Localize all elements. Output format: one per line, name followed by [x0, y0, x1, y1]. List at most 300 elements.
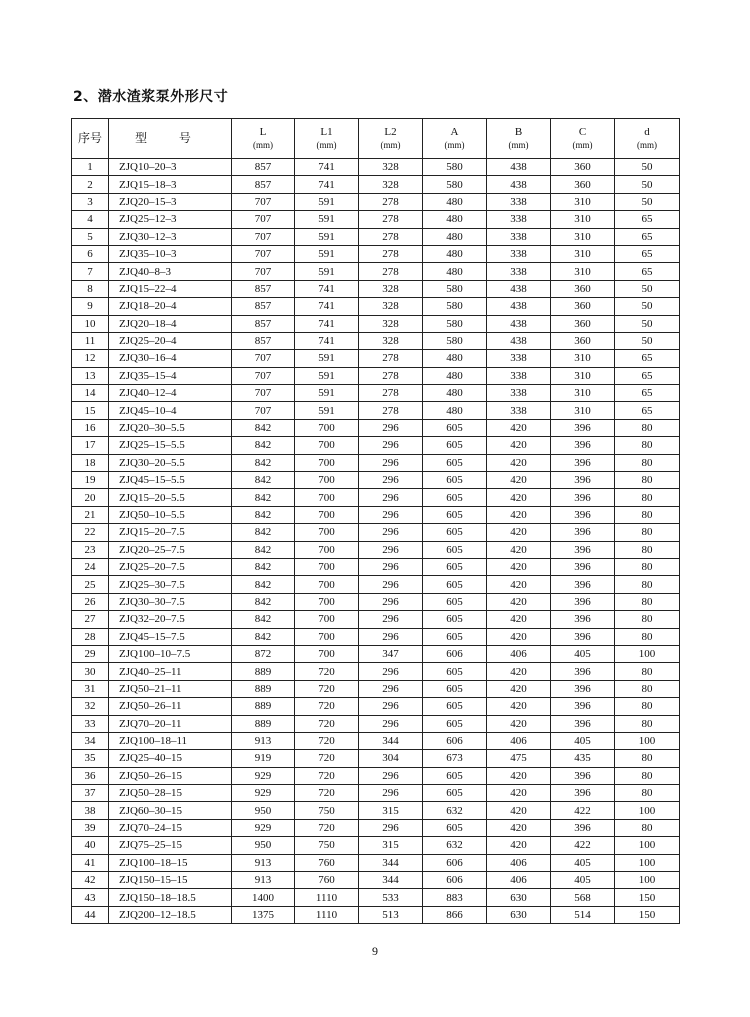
l2-cell: 296: [359, 767, 423, 784]
b-cell: 420: [487, 472, 551, 489]
b-cell: 438: [487, 159, 551, 176]
dimensions-table: [71, 118, 680, 924]
l1-cell: 741: [295, 332, 359, 349]
c-cell: 396: [551, 506, 615, 523]
d-cell: 65: [615, 228, 680, 245]
l1-cell: 720: [295, 715, 359, 732]
row-index: 5: [72, 228, 109, 245]
table-row: [72, 454, 680, 471]
l2-cell: 513: [359, 906, 423, 923]
l2-cell: 278: [359, 385, 423, 402]
l2-cell: 278: [359, 228, 423, 245]
header-unit: (mm): [253, 139, 273, 150]
c-cell: 422: [551, 837, 615, 854]
c-cell: 396: [551, 715, 615, 732]
b-cell: 420: [487, 593, 551, 610]
b-cell: 338: [487, 245, 551, 262]
c-cell: 396: [551, 541, 615, 558]
l2-cell: 315: [359, 837, 423, 854]
b-cell: 475: [487, 750, 551, 767]
row-index: 31: [72, 680, 109, 697]
d-cell: 80: [615, 628, 680, 645]
model-cell: ZJQ50–26–11: [109, 698, 232, 715]
row-index: 1: [72, 159, 109, 176]
row-index: 14: [72, 385, 109, 402]
header-index: 序号: [72, 119, 109, 159]
l-cell: 1400: [232, 889, 295, 906]
header-unit: (mm): [380, 139, 401, 150]
b-cell: 420: [487, 611, 551, 628]
c-cell: 310: [551, 402, 615, 419]
b-cell: 338: [487, 263, 551, 280]
l2-cell: 315: [359, 802, 423, 819]
d-cell: 65: [615, 402, 680, 419]
l-cell: 913: [232, 872, 295, 889]
c-cell: 396: [551, 628, 615, 645]
d-cell: 80: [615, 680, 680, 697]
c-cell: 360: [551, 176, 615, 193]
table-row: [72, 715, 680, 732]
table-row: [72, 732, 680, 749]
row-index: 32: [72, 698, 109, 715]
table-row: [72, 506, 680, 523]
c-cell: 360: [551, 298, 615, 315]
d-cell: 80: [615, 767, 680, 784]
table-row: [72, 385, 680, 402]
l1-cell: 1110: [295, 906, 359, 923]
l-cell: 842: [232, 489, 295, 506]
l1-cell: 750: [295, 837, 359, 854]
l-cell: 913: [232, 854, 295, 871]
b-cell: 420: [487, 524, 551, 541]
l2-cell: 296: [359, 715, 423, 732]
b-cell: 338: [487, 402, 551, 419]
d-cell: 80: [615, 558, 680, 575]
header-l1: [295, 119, 359, 159]
c-cell: 396: [551, 698, 615, 715]
c-cell: 396: [551, 419, 615, 436]
l2-cell: 296: [359, 419, 423, 436]
table-row: [72, 854, 680, 871]
table-row: [72, 245, 680, 262]
model-cell: ZJQ25–30–7.5: [109, 576, 232, 593]
l-cell: 842: [232, 558, 295, 575]
a-cell: 606: [423, 872, 487, 889]
a-cell: 605: [423, 663, 487, 680]
model-cell: ZJQ30–30–7.5: [109, 593, 232, 610]
l1-cell: 720: [295, 750, 359, 767]
d-cell: 100: [615, 837, 680, 854]
l-cell: 842: [232, 506, 295, 523]
a-cell: 480: [423, 385, 487, 402]
model-cell: ZJQ25–40–15: [109, 750, 232, 767]
a-cell: 866: [423, 906, 487, 923]
b-cell: 420: [487, 802, 551, 819]
table-row: [72, 872, 680, 889]
row-index: 21: [72, 506, 109, 523]
d-cell: 80: [615, 715, 680, 732]
model-cell: ZJQ200–12–18.5: [109, 906, 232, 923]
d-cell: 100: [615, 645, 680, 662]
row-index: 35: [72, 750, 109, 767]
a-cell: 606: [423, 645, 487, 662]
l1-cell: 700: [295, 541, 359, 558]
table-row: [72, 819, 680, 836]
model-cell: ZJQ10–20–3: [109, 159, 232, 176]
l2-cell: 278: [359, 402, 423, 419]
c-cell: 396: [551, 558, 615, 575]
d-cell: 80: [615, 785, 680, 802]
l-cell: 889: [232, 715, 295, 732]
c-cell: 396: [551, 663, 615, 680]
l-cell: 919: [232, 750, 295, 767]
model-cell: ZJQ45–10–4: [109, 402, 232, 419]
d-cell: 50: [615, 332, 680, 349]
a-cell: 605: [423, 785, 487, 802]
c-cell: 360: [551, 315, 615, 332]
header-unit: (mm): [572, 139, 593, 150]
l1-cell: 591: [295, 193, 359, 210]
d-cell: 80: [615, 454, 680, 471]
l1-cell: 741: [295, 315, 359, 332]
b-cell: 338: [487, 211, 551, 228]
header-label: C: [578, 125, 587, 138]
page-number: 9: [372, 944, 378, 958]
header-label: L: [259, 125, 267, 138]
l1-cell: 591: [295, 402, 359, 419]
l1-cell: 741: [295, 176, 359, 193]
l-cell: 842: [232, 472, 295, 489]
l-cell: 857: [232, 280, 295, 297]
d-cell: 80: [615, 750, 680, 767]
l1-cell: 591: [295, 245, 359, 262]
d-cell: 100: [615, 854, 680, 871]
table-header-row: [72, 119, 680, 159]
l2-cell: 278: [359, 245, 423, 262]
l2-cell: 278: [359, 263, 423, 280]
l-cell: 707: [232, 263, 295, 280]
d-cell: 100: [615, 732, 680, 749]
b-cell: 420: [487, 767, 551, 784]
l2-cell: 296: [359, 593, 423, 610]
l-cell: 842: [232, 419, 295, 436]
l1-cell: 720: [295, 785, 359, 802]
b-cell: 406: [487, 872, 551, 889]
c-cell: 396: [551, 454, 615, 471]
a-cell: 605: [423, 767, 487, 784]
l2-cell: 296: [359, 454, 423, 471]
a-cell: 605: [423, 628, 487, 645]
l-cell: 842: [232, 524, 295, 541]
model-cell: ZJQ40–12–4: [109, 385, 232, 402]
a-cell: 605: [423, 437, 487, 454]
l1-cell: 700: [295, 593, 359, 610]
l2-cell: 347: [359, 645, 423, 662]
row-index: 13: [72, 367, 109, 384]
a-cell: 673: [423, 750, 487, 767]
d-cell: 65: [615, 245, 680, 262]
model-cell: ZJQ30–20–5.5: [109, 454, 232, 471]
row-index: 3: [72, 193, 109, 210]
b-cell: 338: [487, 228, 551, 245]
b-cell: 420: [487, 785, 551, 802]
model-cell: ZJQ45–15–5.5: [109, 472, 232, 489]
model-cell: ZJQ50–10–5.5: [109, 506, 232, 523]
header-unit: (mm): [508, 139, 529, 150]
d-cell: 65: [615, 263, 680, 280]
a-cell: 605: [423, 454, 487, 471]
l1-cell: 700: [295, 628, 359, 645]
a-cell: 480: [423, 193, 487, 210]
a-cell: 580: [423, 298, 487, 315]
l1-cell: 720: [295, 680, 359, 697]
d-cell: 50: [615, 159, 680, 176]
d-cell: 50: [615, 298, 680, 315]
a-cell: 580: [423, 159, 487, 176]
table-row: [72, 193, 680, 210]
d-cell: 80: [615, 819, 680, 836]
b-cell: 406: [487, 854, 551, 871]
c-cell: 360: [551, 159, 615, 176]
row-index: 38: [72, 802, 109, 819]
l-cell: 950: [232, 802, 295, 819]
table-row: [72, 489, 680, 506]
table-row: [72, 680, 680, 697]
a-cell: 605: [423, 819, 487, 836]
d-cell: 65: [615, 367, 680, 384]
c-cell: 310: [551, 385, 615, 402]
l1-cell: 720: [295, 698, 359, 715]
l2-cell: 296: [359, 437, 423, 454]
l-cell: 872: [232, 645, 295, 662]
b-cell: 438: [487, 298, 551, 315]
c-cell: 514: [551, 906, 615, 923]
model-cell: ZJQ35–15–4: [109, 367, 232, 384]
b-cell: 420: [487, 419, 551, 436]
l1-cell: 700: [295, 472, 359, 489]
table-row: [72, 645, 680, 662]
b-cell: 338: [487, 193, 551, 210]
c-cell: 405: [551, 645, 615, 662]
a-cell: 580: [423, 280, 487, 297]
page-heading: 2、潜水渣浆泵外形尺寸: [73, 89, 229, 105]
l-cell: 842: [232, 593, 295, 610]
c-cell: 310: [551, 263, 615, 280]
table-row: [72, 211, 680, 228]
d-cell: 80: [615, 437, 680, 454]
l1-cell: 591: [295, 263, 359, 280]
model-cell: ZJQ60–30–15: [109, 802, 232, 819]
l2-cell: 296: [359, 506, 423, 523]
table-row: [72, 802, 680, 819]
table-row: [72, 524, 680, 541]
row-index: 33: [72, 715, 109, 732]
model-cell: ZJQ75–25–15: [109, 837, 232, 854]
row-index: 2: [72, 176, 109, 193]
header-l2: [359, 119, 423, 159]
l2-cell: 296: [359, 785, 423, 802]
c-cell: 360: [551, 280, 615, 297]
row-index: 7: [72, 263, 109, 280]
table-row: [72, 228, 680, 245]
model-cell: ZJQ15–18–3: [109, 176, 232, 193]
row-index: 27: [72, 611, 109, 628]
row-index: 25: [72, 576, 109, 593]
header-label: L1: [320, 125, 333, 138]
model-cell: ZJQ40–25–11: [109, 663, 232, 680]
model-cell: ZJQ25–20–7.5: [109, 558, 232, 575]
header-label: d: [644, 125, 650, 138]
b-cell: 420: [487, 558, 551, 575]
l2-cell: 296: [359, 698, 423, 715]
row-index: 12: [72, 350, 109, 367]
l-cell: 929: [232, 819, 295, 836]
b-cell: 420: [487, 489, 551, 506]
b-cell: 420: [487, 576, 551, 593]
l2-cell: 328: [359, 176, 423, 193]
a-cell: 605: [423, 489, 487, 506]
l-cell: 950: [232, 837, 295, 854]
b-cell: 406: [487, 645, 551, 662]
l2-cell: 278: [359, 211, 423, 228]
c-cell: 310: [551, 350, 615, 367]
l2-cell: 328: [359, 159, 423, 176]
c-cell: 568: [551, 889, 615, 906]
l1-cell: 700: [295, 489, 359, 506]
a-cell: 480: [423, 367, 487, 384]
d-cell: 100: [615, 802, 680, 819]
c-cell: 396: [551, 472, 615, 489]
model-cell: ZJQ100–18–15: [109, 854, 232, 871]
d-cell: 65: [615, 211, 680, 228]
row-index: 34: [72, 732, 109, 749]
table-row: [72, 350, 680, 367]
c-cell: 360: [551, 332, 615, 349]
c-cell: 435: [551, 750, 615, 767]
table-row: [72, 785, 680, 802]
l-cell: 707: [232, 350, 295, 367]
row-index: 40: [72, 837, 109, 854]
row-index: 10: [72, 315, 109, 332]
row-index: 36: [72, 767, 109, 784]
l2-cell: 296: [359, 663, 423, 680]
d-cell: 150: [615, 906, 680, 923]
l1-cell: 700: [295, 454, 359, 471]
d-cell: 80: [615, 611, 680, 628]
model-cell: ZJQ20–25–7.5: [109, 541, 232, 558]
l1-cell: 720: [295, 819, 359, 836]
a-cell: 632: [423, 837, 487, 854]
l-cell: 842: [232, 611, 295, 628]
header-unit: (mm): [637, 139, 657, 150]
row-index: 41: [72, 854, 109, 871]
model-cell: ZJQ25–20–4: [109, 332, 232, 349]
row-index: 9: [72, 298, 109, 315]
l1-cell: 591: [295, 350, 359, 367]
table-row: [72, 298, 680, 315]
a-cell: 605: [423, 698, 487, 715]
l-cell: 707: [232, 193, 295, 210]
a-cell: 605: [423, 472, 487, 489]
a-cell: 580: [423, 332, 487, 349]
l2-cell: 278: [359, 193, 423, 210]
l1-cell: 750: [295, 802, 359, 819]
d-cell: 150: [615, 889, 680, 906]
row-index: 24: [72, 558, 109, 575]
table-row: [72, 176, 680, 193]
l2-cell: 278: [359, 367, 423, 384]
table-row: [72, 437, 680, 454]
model-cell: ZJQ20–30–5.5: [109, 419, 232, 436]
model-cell: ZJQ30–12–3: [109, 228, 232, 245]
a-cell: 605: [423, 506, 487, 523]
model-cell: ZJQ150–15–15: [109, 872, 232, 889]
a-cell: 605: [423, 611, 487, 628]
l1-cell: 741: [295, 298, 359, 315]
row-index: 22: [72, 524, 109, 541]
c-cell: 422: [551, 802, 615, 819]
table-row: [72, 541, 680, 558]
l1-cell: 591: [295, 211, 359, 228]
l-cell: 857: [232, 332, 295, 349]
a-cell: 605: [423, 576, 487, 593]
row-index: 23: [72, 541, 109, 558]
l-cell: 842: [232, 576, 295, 593]
l-cell: 1375: [232, 906, 295, 923]
table-row: [72, 280, 680, 297]
a-cell: 605: [423, 593, 487, 610]
model-cell: ZJQ20–15–3: [109, 193, 232, 210]
d-cell: 50: [615, 315, 680, 332]
b-cell: 420: [487, 680, 551, 697]
table-row: [72, 889, 680, 906]
l-cell: 889: [232, 663, 295, 680]
header-a: [423, 119, 487, 159]
model-cell: ZJQ70–24–15: [109, 819, 232, 836]
l2-cell: 296: [359, 472, 423, 489]
d-cell: 80: [615, 489, 680, 506]
row-index: 20: [72, 489, 109, 506]
header-label: L2: [384, 125, 397, 138]
a-cell: 606: [423, 732, 487, 749]
row-index: 19: [72, 472, 109, 489]
c-cell: 396: [551, 437, 615, 454]
b-cell: 420: [487, 437, 551, 454]
c-cell: 405: [551, 872, 615, 889]
d-cell: 100: [615, 872, 680, 889]
row-index: 15: [72, 402, 109, 419]
a-cell: 580: [423, 176, 487, 193]
l2-cell: 328: [359, 332, 423, 349]
a-cell: 580: [423, 315, 487, 332]
c-cell: 396: [551, 576, 615, 593]
row-index: 18: [72, 454, 109, 471]
b-cell: 630: [487, 889, 551, 906]
l-cell: 842: [232, 541, 295, 558]
row-index: 28: [72, 628, 109, 645]
l-cell: 889: [232, 680, 295, 697]
b-cell: 420: [487, 837, 551, 854]
table-row: [72, 315, 680, 332]
l1-cell: 700: [295, 576, 359, 593]
table-row: [72, 837, 680, 854]
b-cell: 420: [487, 454, 551, 471]
a-cell: 605: [423, 715, 487, 732]
l2-cell: 296: [359, 819, 423, 836]
row-index: 43: [72, 889, 109, 906]
model-cell: ZJQ40–8–3: [109, 263, 232, 280]
model-cell: ZJQ50–26–15: [109, 767, 232, 784]
